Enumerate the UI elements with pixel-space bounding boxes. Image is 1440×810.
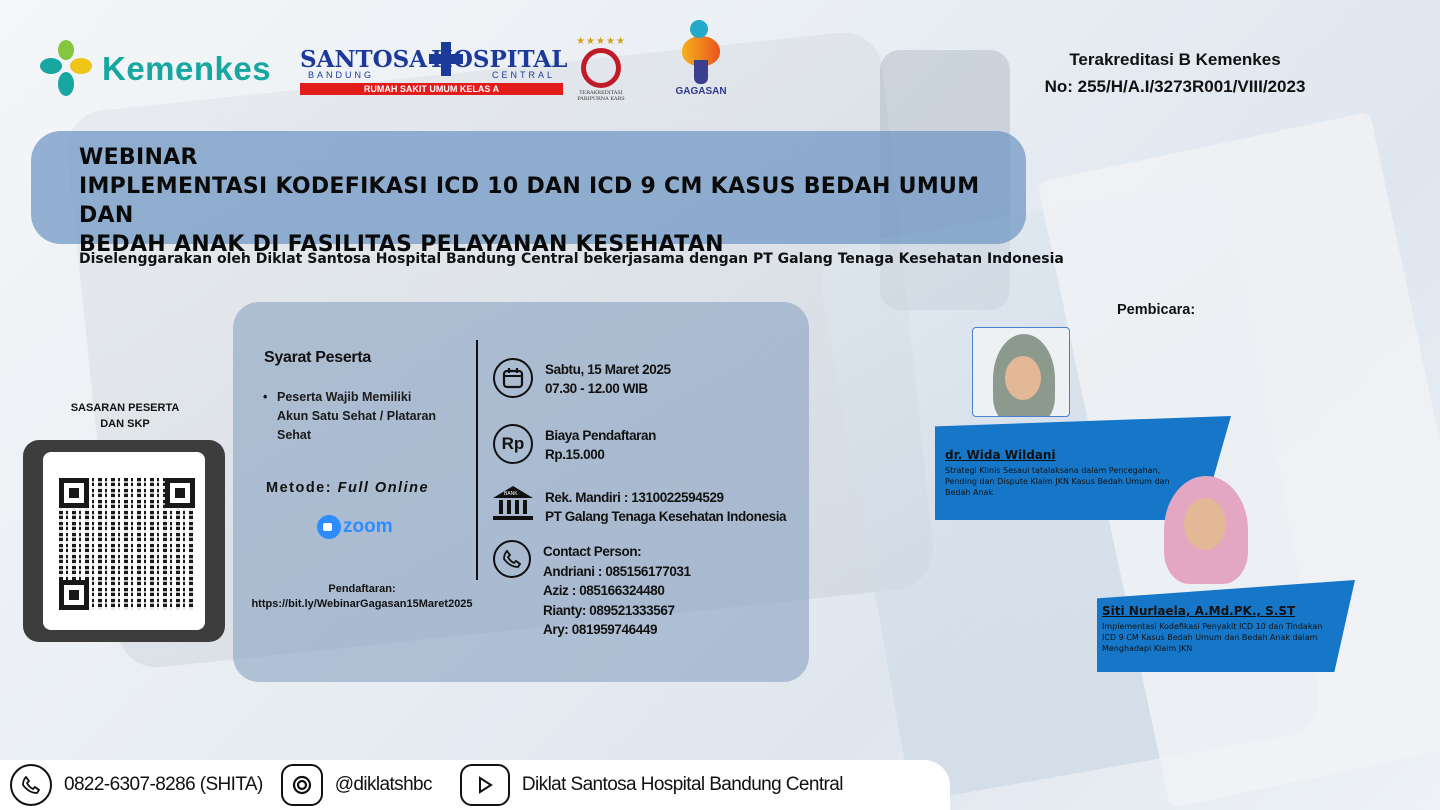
date-row <box>493 358 671 398</box>
speaker-name-1: dr. Wida Wildani <box>945 448 1056 462</box>
requirements-title: Syarat Peserta <box>264 349 371 366</box>
kemenkes-logo <box>40 40 271 98</box>
bank-icon-label: BANK <box>504 491 518 497</box>
stars-icon: ★★★★★ <box>576 36 626 47</box>
qr-label-line-1: SASARAN PESERTA <box>70 402 180 414</box>
kars-text: TERAKREDITASI PARIPURNA KARS <box>577 90 625 102</box>
qr-finder-icon <box>165 478 195 508</box>
accreditation-line-1: Terakreditasi B Kemenkes <box>1069 50 1281 69</box>
kemenkes-mark-icon <box>40 40 92 98</box>
phone-icon <box>493 540 531 578</box>
santosa-word: SANTOSA <box>300 45 428 73</box>
phone-icon <box>10 764 52 806</box>
gagasan-logo <box>665 20 737 97</box>
instagram-icon <box>281 764 323 806</box>
footer-instagram[interactable] <box>281 764 432 806</box>
title-line-1: WEBINAR <box>79 145 198 170</box>
qr-code[interactable] <box>43 452 205 630</box>
qr-code-frame <box>23 440 225 642</box>
santosa-sub-left: BANDUNG <box>308 70 375 80</box>
registration-label: Pendaftaran: <box>328 583 396 595</box>
requirement-item: • Peserta Wajib Memiliki Akun Satu Sehat / Plataran Sehat <box>263 388 438 445</box>
registration-link[interactable]: https://bit.ly/WebinarGagasan15Maret2025 <box>251 598 473 610</box>
registration-info <box>233 582 491 612</box>
title-banner <box>31 131 1026 257</box>
rupiah-icon: Rp <box>493 424 533 464</box>
bank-row <box>493 486 786 526</box>
contact-title: Contact Person: <box>543 544 642 559</box>
gagasan-mark-icon <box>678 20 724 86</box>
qr-finder-icon <box>59 478 89 508</box>
bank-account: Rek. Mandiri : 1310022594529 <box>545 490 724 505</box>
event-time: 07.30 - 12.00 WIB <box>545 381 648 396</box>
method-line <box>266 480 429 496</box>
zoom-logo <box>317 515 393 539</box>
footer-youtube-text: Diklat Santosa Hospital Bandung Central <box>521 774 843 795</box>
gagasan-wordmark: GAGASAN <box>675 86 727 97</box>
footer-phone-text: 0822-6307-8286 (SHITA) <box>64 774 263 795</box>
title-line-3: BEDAH ANAK DI FASILITAS PELAYANAN KESEHATAN <box>79 232 724 257</box>
santosa-class-bar: RUMAH SAKIT UMUM KELAS A <box>300 83 563 95</box>
hospital-word: HOSPITAL <box>431 45 568 73</box>
contact-person: Andriani : 085156177031 <box>543 563 691 579</box>
organizer-text: Diselenggarakan oleh Diklat Santosa Hospital Bandung Central bekerjasama dengan PT Galang Tenaga Kesehatan Indonesia <box>79 251 1064 267</box>
footer-phone[interactable] <box>10 764 263 806</box>
fee-row <box>493 424 656 464</box>
accreditation-info <box>1010 46 1340 100</box>
qr-label <box>60 400 190 432</box>
contact-person: Ary: 081959746449 <box>543 622 658 637</box>
footer-bar <box>0 760 950 810</box>
contact-person: Rianty: 089521333567 <box>543 602 675 618</box>
speakers-label: Pembicara: <box>1117 302 1196 318</box>
zoom-wordmark: zoom <box>343 516 393 537</box>
calendar-icon <box>493 358 533 398</box>
speaker-name-2: Siti Nurlaela, A.Md.PK., S.ST <box>1102 604 1296 618</box>
kars-accreditation-logo <box>570 36 632 102</box>
qr-code-pattern <box>59 478 195 610</box>
fee-value: Rp.15.000 <box>545 447 605 462</box>
speaker-photo-2 <box>1158 474 1254 584</box>
zoom-camera-icon <box>317 515 341 539</box>
speaker-topic-2: Implementasi Kodefikasi Penyakit ICD 10 dan Tindakan ICD 9 CM Kasus Bedah Umum dan Bedah Anak dalam Menghadapi Klaim JKN <box>1102 622 1323 653</box>
bank-icon <box>493 486 533 526</box>
requirements-list <box>263 388 438 445</box>
accreditation-line-2: No: 255/H/A.I/3273R001/VIII/2023 <box>1044 77 1306 96</box>
speaker-photo-1 <box>972 327 1070 417</box>
vertical-divider <box>476 340 478 580</box>
footer-instagram-text: @diklatshbc <box>334 774 432 795</box>
footer-youtube[interactable] <box>460 764 843 806</box>
method-label: Metode: <box>266 480 333 496</box>
qr-finder-icon <box>59 580 89 610</box>
qr-label-line-2: DAN SKP <box>100 418 150 430</box>
contact-row <box>493 540 691 640</box>
kemenkes-wordmark: Kemenkes <box>102 50 272 87</box>
fee-label: Biaya Pendaftaran <box>545 428 656 443</box>
youtube-icon <box>460 764 510 806</box>
title-line-2: IMPLEMENTASI KODEFIKASI ICD 10 DAN ICD 9 CM KASUS BEDAH UMUM DAN <box>79 174 980 228</box>
santosa-sub-right: CENTRAL <box>491 70 555 80</box>
event-date: Sabtu, 15 Maret 2025 <box>545 362 671 377</box>
kars-ring-icon <box>581 48 621 88</box>
santosa-hospital-logo <box>300 42 568 95</box>
event-info-card <box>233 302 809 682</box>
method-value: Full Online <box>337 480 430 496</box>
bank-holder: PT Galang Tenaga Kesehatan Indonesia <box>545 509 787 524</box>
speaker-topic-1: Strategi Klinis Sesaui tatalaksana dalam Pencegahan, Pending dan Dispute Klaim JKN Kasus Bedah Umum dan Bedah Anak <box>945 466 1170 497</box>
contact-person: Aziz : 085166324480 <box>543 583 665 598</box>
